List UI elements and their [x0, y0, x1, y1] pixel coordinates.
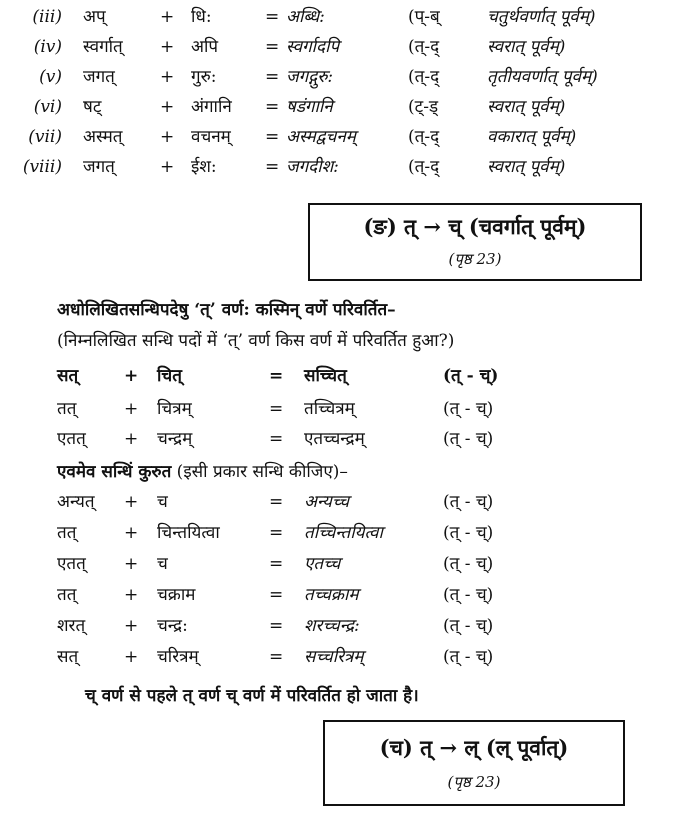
first-word: तत्: [57, 523, 77, 543]
sandhi-result: शरच्चन्द्र:: [304, 616, 360, 636]
first-word: अप्: [83, 7, 106, 27]
sandhi-row: [0, 362, 685, 390]
sandhi-row: [0, 612, 685, 640]
first-word: एतत्: [57, 554, 86, 574]
equals-sign: =: [269, 554, 284, 574]
sandhi-result: अन्यच्च: [304, 492, 350, 512]
rule-name: चतुर्थवर्णात् पूर्वम्): [487, 7, 596, 27]
practice-heading-hindi: (इसी प्रकार सन्धि कीजिए)–: [171, 462, 348, 482]
second-word: वचनम्: [191, 127, 231, 147]
plus-sign: +: [160, 7, 175, 27]
section-title-cha: (च) त् → ल् (ल् पूर्वात्): [379, 735, 569, 760]
letter-change: (त् - च्): [443, 492, 494, 512]
letter-change: (त् - च्): [443, 585, 494, 605]
example-row: [0, 63, 685, 91]
letter-change: (त् - च्): [443, 554, 494, 574]
example-row: [0, 93, 685, 121]
page-reference: (पृष्ठ 23): [448, 250, 502, 268]
plus-sign: +: [160, 127, 175, 147]
section-box-cha: [323, 720, 625, 806]
section-title-nga: (ङ) त् → च् (चवर्गात् पूर्वम्): [363, 214, 587, 239]
plus-sign: +: [124, 523, 139, 543]
example-number: (iv): [33, 37, 62, 57]
example-number: (vi): [33, 97, 62, 117]
equals-sign: =: [265, 97, 280, 117]
sandhi-result: तच्चित्रम्: [304, 399, 355, 419]
plus-sign: +: [160, 37, 175, 57]
plus-sign: +: [124, 585, 139, 605]
example-number: (v): [39, 67, 62, 87]
sandhi-result: एतच्च: [304, 554, 341, 574]
sandhi-row: [0, 581, 685, 609]
sandhi-row: [0, 643, 685, 671]
sandhi-result: जगदीश:: [286, 157, 339, 177]
equals-sign: =: [269, 585, 284, 605]
letter-change: (प्-ब्: [408, 7, 440, 27]
second-word: अपि: [191, 37, 219, 57]
rule-name: स्वरात् पूर्वम्): [487, 37, 566, 57]
second-word: चक्राम: [157, 585, 196, 605]
question-heading: अधोलिखितसन्धिपदेषु ‘त्’ वर्ण: कस्मिन् वर्णे परिवर्तित–: [57, 300, 396, 320]
sandhi-result: षडंगानि: [286, 97, 333, 117]
example-number: (iii): [32, 7, 62, 27]
letter-change: (त् - च्): [443, 647, 494, 667]
letter-change: (त् - च्): [443, 429, 494, 449]
sandhi-result: स्वर्गादपि: [286, 37, 340, 57]
first-word: षट्: [83, 97, 102, 117]
plus-sign: +: [160, 67, 175, 87]
equals-sign: =: [265, 7, 280, 27]
sandhi-result: अब्धि:: [286, 7, 325, 27]
rule-name: स्वरात् पूर्वम्): [487, 157, 566, 177]
plus-sign: +: [124, 647, 139, 667]
first-word: अस्मत्: [83, 127, 123, 147]
first-word: जगत्: [83, 67, 115, 87]
second-word: चित्: [157, 366, 182, 386]
rule-name: वकारात् पूर्वम्): [487, 127, 577, 147]
example-row: [0, 3, 685, 31]
letter-change: (त्-द्: [408, 127, 440, 147]
equals-sign: =: [265, 37, 280, 57]
first-word: तत्: [57, 585, 77, 605]
equals-sign: =: [265, 157, 280, 177]
plus-sign: +: [124, 429, 139, 449]
practice-heading-bold: एवमेव सन्धिं कुरुत: [57, 462, 172, 482]
letter-change: (त्-द्: [408, 37, 440, 57]
section-box-nga: [308, 203, 642, 281]
example-row: [0, 123, 685, 151]
letter-change: (त्-द्: [408, 157, 440, 177]
second-word: चित्रम्: [157, 399, 192, 419]
second-word: अंगानि: [191, 97, 232, 117]
equals-sign: =: [265, 127, 280, 147]
plus-sign: +: [124, 399, 139, 419]
sandhi-row: [0, 395, 685, 423]
sandhi-row: [0, 519, 685, 547]
second-word: गुरु:: [191, 67, 217, 87]
sandhi-result: जगद्गुरु:: [286, 67, 334, 87]
example-row: [0, 153, 685, 181]
rule-name: स्वरात् पूर्वम्): [487, 97, 566, 117]
letter-change: (त्-द्: [408, 67, 440, 87]
sandhi-result: सच्चित्: [304, 366, 347, 386]
example-number: (vii): [28, 127, 62, 147]
second-word: चन्द्रम्: [157, 429, 193, 449]
first-word: एतत्: [57, 429, 86, 449]
rule-name: तृतीयवर्णात् पूर्वम्): [487, 67, 598, 87]
second-word: ईश:: [191, 157, 217, 177]
first-word: स्वर्गात्: [83, 37, 123, 57]
example-row: [0, 33, 685, 61]
equals-sign: =: [269, 523, 284, 543]
example-number: (viii): [22, 157, 62, 177]
plus-sign: +: [124, 492, 139, 512]
first-word: तत्: [57, 399, 77, 419]
sandhi-result: सच्चरित्रम्: [304, 647, 364, 667]
sandhi-result: एतच्चन्द्रम्: [304, 429, 365, 449]
equals-sign: =: [269, 399, 284, 419]
second-word: च: [157, 554, 168, 574]
letter-change: (त् - च्): [443, 523, 494, 543]
second-word: चरित्रम्: [157, 647, 199, 667]
plus-sign: +: [160, 97, 175, 117]
second-word: च: [157, 492, 168, 512]
second-word: चन्द्र:: [157, 616, 188, 636]
sandhi-result: अस्मद्वचनम्: [286, 127, 356, 147]
sandhi-row: [0, 488, 685, 516]
first-word: जगत्: [83, 157, 115, 177]
plus-sign: +: [124, 554, 139, 574]
second-word: धि:: [191, 7, 212, 27]
plus-sign: +: [124, 616, 139, 636]
letter-change: (त् - च्): [443, 366, 499, 386]
question-hindi: (निम्नलिखित सन्धि पदों में ‘त्’ वर्ण किस वर्ण में परिवर्तित हुआ?): [57, 331, 455, 351]
plus-sign: +: [160, 157, 175, 177]
plus-sign: +: [124, 366, 139, 386]
letter-change: (ट्-ड्: [408, 97, 439, 117]
first-word: सत्: [57, 647, 79, 667]
equals-sign: =: [269, 366, 284, 386]
sandhi-row: [0, 550, 685, 578]
sandhi-result: तच्चक्राम: [304, 585, 359, 605]
practice-heading: [57, 459, 348, 485]
sandhi-row: [0, 425, 685, 453]
letter-change: (त् - च्): [443, 399, 494, 419]
page-reference: (पृष्ठ 23): [447, 773, 501, 791]
letter-change: (त् - च्): [443, 616, 494, 636]
equals-sign: =: [269, 616, 284, 636]
first-word: शरत्: [57, 616, 86, 636]
first-word: अन्यत्: [57, 492, 95, 512]
equals-sign: =: [265, 67, 280, 87]
equals-sign: =: [269, 647, 284, 667]
equals-sign: =: [269, 429, 284, 449]
sandhi-result: तच्चिन्तयित्वा: [304, 523, 383, 543]
second-word: चिन्तयित्वा: [157, 523, 220, 543]
first-word: सत्: [57, 366, 79, 386]
equals-sign: =: [269, 492, 284, 512]
rule-note: च् वर्ण से पहले त् वर्ण च् वर्ण में परिवर्तित हो जाता है।: [85, 686, 419, 706]
